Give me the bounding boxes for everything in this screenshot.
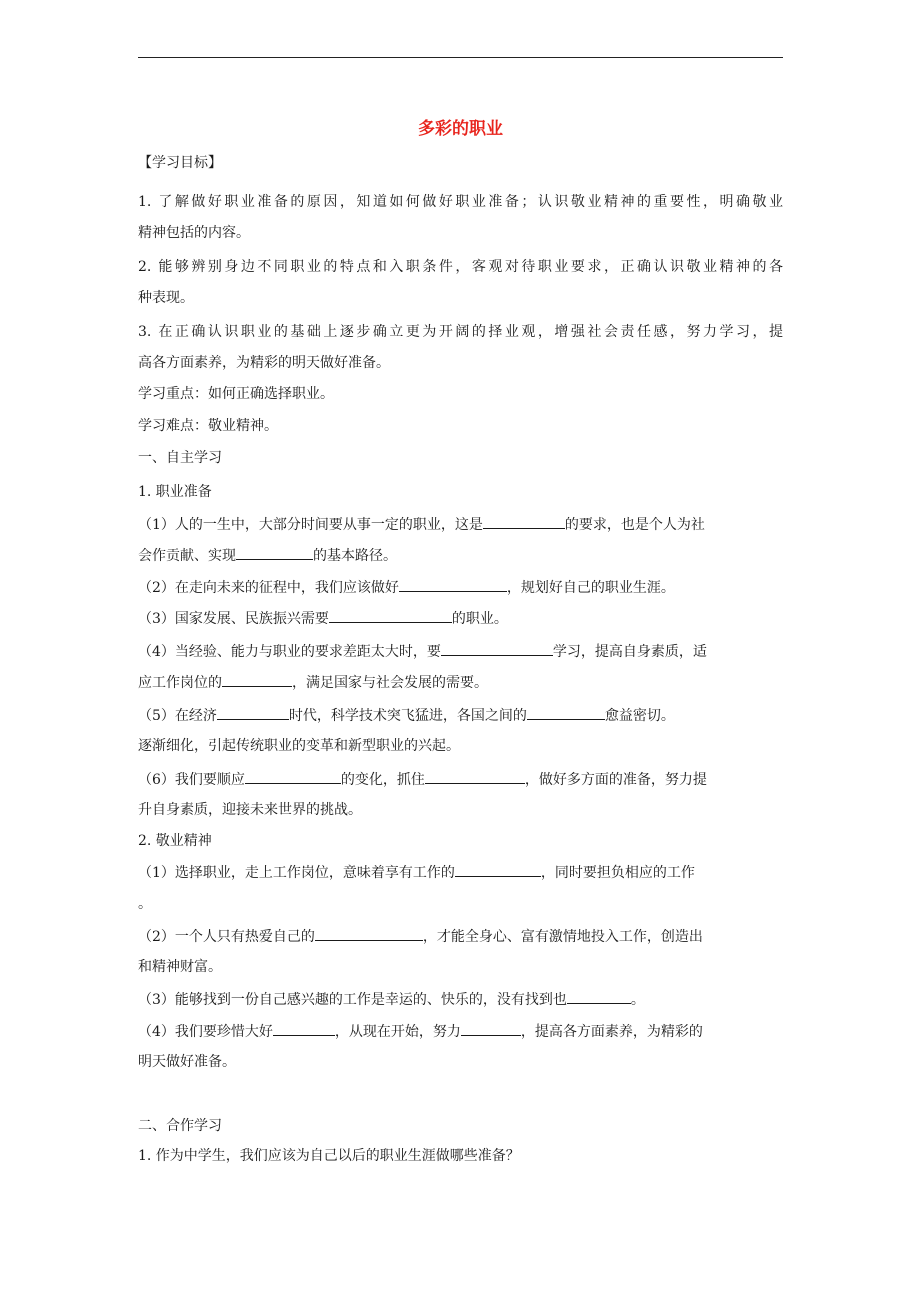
section-self-study: 一、自主学习 [138, 450, 222, 466]
r4-text-c: ，提高各方面素养，为精彩的 [520, 1024, 703, 1040]
q4-blank-1[interactable] [441, 641, 553, 656]
r3-text-a: （3）能够找到一份自己感兴趣的工作是幸运的、快乐的，没有找到也 [138, 992, 567, 1008]
q3-text-b: 的职业。 [451, 611, 508, 627]
subsection-career-prep: 1. 职业准备 [138, 484, 212, 500]
q4-blank-2[interactable] [222, 672, 292, 687]
r3-blank-1[interactable] [567, 989, 631, 1004]
q5-blank-2[interactable] [527, 705, 605, 720]
dedication-1-line-1 [138, 862, 783, 883]
r2-blank-1[interactable] [315, 926, 423, 941]
r1-text-b: ，同时要担负相应的工作 [540, 865, 695, 881]
q1-text-d: 的基本路径。 [313, 548, 397, 564]
q1-text-c: 会作贡献、实现 [138, 548, 236, 564]
question-2 [138, 577, 783, 598]
r4-blank-1[interactable] [273, 1021, 335, 1036]
r3-text-b: 。 [630, 992, 645, 1008]
q5-blank-1[interactable] [217, 705, 289, 720]
q1-blank-1[interactable] [483, 514, 565, 529]
q1-text-b: 的要求，也是个人为社 [564, 517, 705, 533]
cooperative-question-1: 1. 作为中学生，我们应该为自己以后的职业生涯做哪些准备？ [138, 1148, 520, 1164]
r4-text-b: ，从现在开始，努力 [334, 1024, 461, 1040]
q5-text-c: 愈益密切。 [604, 708, 675, 724]
q5-text-b: 时代，科学技术突飞猛进，各国之间的 [288, 708, 527, 724]
q4-text-c: 应工作岗位的 [138, 675, 222, 691]
q6-text-b: 的变化，抓住 [340, 772, 425, 788]
dedication-2-line-1 [138, 926, 783, 947]
objective-3-line-2: 高各方面素养，为精彩的明天做好准备。 [138, 355, 390, 371]
objectives-heading: 【学习目标】 [138, 155, 222, 171]
question-3 [138, 608, 783, 629]
subsection-dedication: 2. 敬业精神 [138, 833, 212, 849]
q6-blank-2[interactable] [425, 769, 525, 784]
question-1-line-1 [138, 514, 783, 535]
dedication-2-line-2: 和精神财富。 [138, 959, 222, 975]
q3-text-a: （3）国家发展、民族振兴需要 [138, 611, 329, 627]
q2-text-b: ，规划好自己的职业生涯。 [506, 580, 675, 596]
q1-blank-2[interactable] [236, 545, 313, 560]
dedication-1-line-2: 。 [138, 896, 152, 912]
q2-blank-1[interactable] [399, 577, 507, 592]
q4-text-b: 学习，提高自身素质，适 [552, 644, 707, 660]
document-title: 多彩的职业 [418, 119, 503, 139]
objective-2-line-2: 种表现。 [138, 290, 194, 306]
r1-text-a: （1）选择职业，走上工作岗位，意味着享有工作的 [138, 865, 455, 881]
dedication-4-line-1 [138, 1021, 783, 1042]
learning-focus: 学习重点：如何正确选择职业。 [138, 386, 334, 402]
r2-text-b: ，才能全身心、富有激情地投入工作，创造出 [422, 929, 703, 945]
question-5-line-2: 逐渐细化，引起传统职业的变革和新型职业的兴起。 [138, 738, 460, 754]
q2-text-a: （2）在走向未来的征程中，我们应该做好 [138, 580, 399, 596]
section-cooperative-study: 二、合作学习 [138, 1118, 222, 1134]
header-rule [138, 57, 783, 58]
q6-text-a: （6）我们要顺应 [138, 772, 245, 788]
question-1-line-2 [138, 545, 783, 566]
r1-blank-1[interactable] [455, 862, 541, 877]
q1-text-a: （1）人的一生中，大部分时间要从事一定的职业，这是 [138, 517, 483, 533]
question-4-line-1 [138, 641, 783, 662]
q6-blank-1[interactable] [245, 769, 341, 784]
r4-text-a: （4）我们要珍惜大好 [138, 1024, 273, 1040]
dedication-4-line-2: 明天做好准备。 [138, 1054, 236, 1070]
question-6-line-2: 升自身素质，迎接未来世界的挑战。 [138, 802, 362, 818]
q4-text-a: （4）当经验、能力与职业的要求差距太大时，要 [138, 644, 441, 660]
learning-difficulty: 学习难点：敬业精神。 [138, 418, 278, 434]
dedication-3 [138, 989, 783, 1010]
question-4-line-2 [138, 672, 783, 693]
question-5-line-1 [138, 705, 783, 726]
objective-3-line-1: 3. 在正确认识职业的基础上逐步确立更为开阔的择业观，增强社会责任感，努力学习，提 [138, 324, 783, 340]
objective-1-line-1: 1. 了解做好职业准备的原因，知道如何做好职业准备；认识敬业精神的重要性，明确敬业 [138, 194, 783, 210]
q4-text-d: ，满足国家与社会发展的需要。 [292, 675, 488, 691]
q5-text-a: （5）在经济 [138, 708, 217, 724]
objective-1-line-2: 精神包括的内容。 [138, 225, 250, 241]
objective-2-line-1: 2. 能够辨别身边不同职业的特点和入职条件，客观对待职业要求，正确认识敬业精神的各 [138, 259, 783, 275]
r2-text-a: （2）一个人只有热爱自己的 [138, 929, 315, 945]
question-6-line-1 [138, 769, 783, 790]
r4-blank-2[interactable] [461, 1021, 521, 1036]
q6-text-c: ，做好多方面的准备，努力提 [524, 772, 707, 788]
q3-blank-1[interactable] [329, 608, 452, 623]
